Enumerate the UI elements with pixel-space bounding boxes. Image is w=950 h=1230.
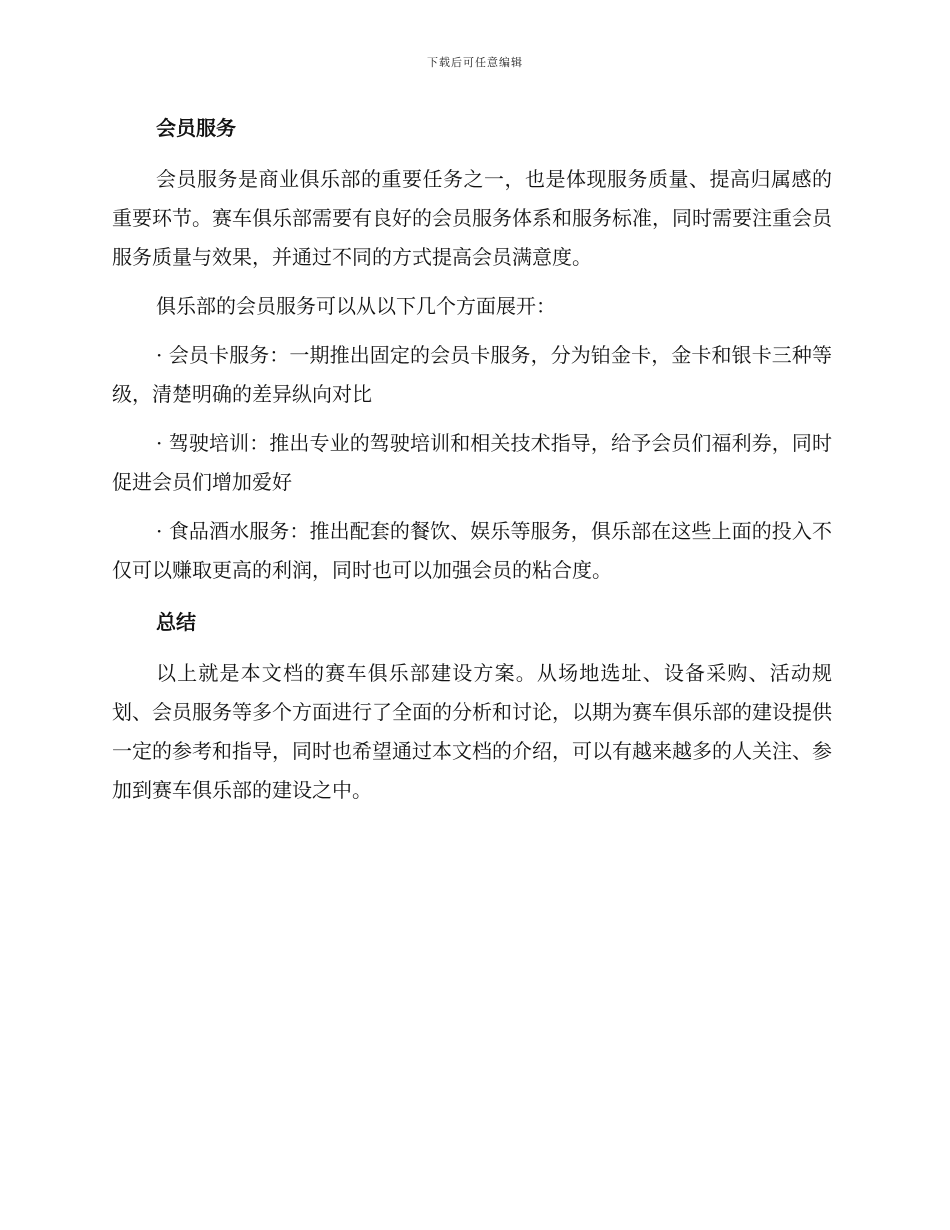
paragraph: 会员服务是商业俱乐部的重要任务之一，也是体现服务质量、提高归属感的重要环节。赛车俱乐部需要有良好的会员服务体系和服务标准，同时需要注重会员服务质量与效果，并通过不同的方式提高会员满意度。 <box>112 167 832 269</box>
header-note: 下载后可任意编辑 <box>427 56 523 69</box>
bullet-item-food-drinks: · 食品酒水服务：推出配套的餐饮、娱乐等服务，俱乐部在这些上面的投入不仅可以赚取更高的利润，同时也可以加强会员的粘合度。 <box>112 519 832 582</box>
section-heading-member-services: 会员服务 <box>156 116 236 140</box>
document-body <box>112 108 832 820</box>
section-heading-summary: 总结 <box>156 610 196 634</box>
bullet-item-driving-training: · 驾驶培训：推出专业的驾驶培训和相关技术指导，给予会员们福利券，同时促进会员们增加爱好 <box>112 431 832 494</box>
paragraph: 俱乐部的会员服务可以从以下几个方面展开： <box>156 294 556 318</box>
paragraph: 以上就是本文档的赛车俱乐部建设方案。从场地选址、设备采购、活动规划、会员服务等多个方面进行了全面的分析和讨论，以期为赛车俱乐部的建设提供一定的参考和指导，同时也希望通过本文档的介绍，可以有越来越多的人关注、参加到赛车俱乐部的建设之中。 <box>112 661 832 802</box>
bullet-item-member-card: · 会员卡服务：一期推出固定的会员卡服务，分为铂金卡，金卡和银卡三种等级，清楚明确的差异纵向对比 <box>112 343 832 406</box>
